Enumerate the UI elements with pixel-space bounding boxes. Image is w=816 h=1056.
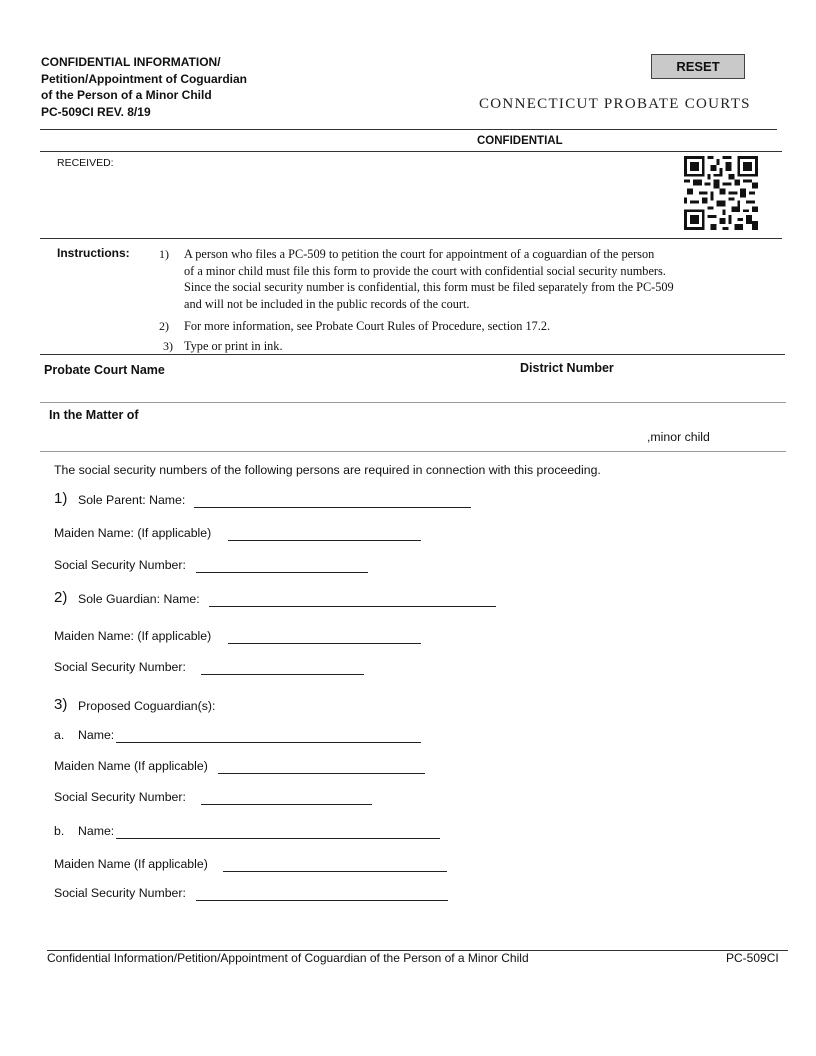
form-number: PC-509CI REV. 8/19 — [41, 104, 151, 119]
instruction-line: For more information, see Probate Court Rules of Procedure, section 17.2. — [184, 319, 551, 333]
coguardian-b-maiden-input[interactable] — [223, 871, 447, 872]
instruction-line: Since the social security number is confidential, this form must be filed separately from the PC-509 — [184, 280, 674, 294]
footer-form-number: PC-509CI — [726, 951, 779, 965]
coguardian-a-ssn-label: Social Security Number: — [54, 790, 186, 804]
coguardian-b-name-label: Name: — [78, 824, 115, 838]
coguardian-b-name-input[interactable] — [116, 838, 440, 839]
district-number-label: District Number — [520, 361, 614, 375]
sole-parent-maiden-input[interactable] — [228, 540, 421, 541]
probate-court-name-label: Probate Court Name — [44, 363, 165, 377]
instruction-number: 1) — [159, 247, 169, 261]
sole-guardian-name-input[interactable] — [209, 606, 496, 607]
divider — [40, 151, 782, 152]
in-the-matter-of-label: In the Matter of — [49, 408, 139, 422]
instruction-line: Type or print in ink. — [184, 339, 283, 353]
form-title-line: CONFIDENTIAL INFORMATION/ — [41, 55, 221, 69]
coguardian-a-maiden-label: Maiden Name (If applicable) — [54, 759, 208, 773]
sole-guardian-maiden-input[interactable] — [228, 643, 421, 644]
district-number-field[interactable] — [520, 378, 780, 398]
sole-parent-name-label: Sole Parent: Name: — [78, 493, 186, 507]
sole-guardian-maiden-label: Maiden Name: (If applicable) — [54, 629, 212, 643]
form-title — [41, 54, 247, 120]
instruction-line: A person who files a PC-509 to petition the court for appointment of a coguardian of the person — [184, 247, 655, 261]
minor-child-suffix: ,minor child — [647, 430, 710, 444]
divider — [40, 354, 785, 355]
sole-guardian-ssn-input[interactable] — [201, 674, 364, 675]
probate-court-name-field[interactable] — [44, 380, 504, 400]
sole-guardian-name-label: Sole Guardian: Name: — [78, 592, 200, 606]
coguardian-b-ssn-input[interactable] — [196, 900, 448, 901]
form-title-line: Petition/Appointment of Coguardian — [41, 71, 247, 86]
sole-parent-ssn-input[interactable] — [196, 572, 368, 573]
ssn-intro-text: The social security numbers of the following persons are required in connection with this proceeding. — [54, 463, 601, 477]
minor-child-name-field[interactable] — [150, 426, 640, 446]
footer-title: Confidential Information/Petition/Appointment of Coguardian of the Person of a Minor Child — [47, 951, 529, 965]
instruction-item — [184, 246, 774, 312]
sole-parent-name-input[interactable] — [194, 507, 471, 508]
coguardian-b-maiden-label: Maiden Name (If applicable) — [54, 857, 208, 871]
divider — [40, 129, 777, 130]
divider — [40, 451, 786, 452]
sole-parent-maiden-label: Maiden Name: (If applicable) — [54, 526, 212, 540]
coguardian-a-name-label: Name: — [78, 728, 115, 742]
sole-parent-ssn-label: Social Security Number: — [54, 558, 186, 572]
confidential-label: CONFIDENTIAL — [477, 135, 563, 147]
section-number: 3) — [54, 696, 68, 713]
coguardian-a-maiden-input[interactable] — [218, 773, 425, 774]
instruction-number: 3) — [163, 339, 173, 353]
section-number: 2) — [54, 589, 68, 606]
coguardian-b-ssn-label: Social Security Number: — [54, 886, 186, 900]
form-title-line: of the Person of a Minor Child — [41, 88, 212, 102]
divider — [40, 238, 782, 239]
sole-guardian-ssn-label: Social Security Number: — [54, 660, 186, 674]
coguardian-a-ssn-input[interactable] — [201, 804, 372, 805]
proposed-coguardians-label: Proposed Coguardian(s): — [78, 699, 216, 713]
section-number: 1) — [54, 490, 68, 507]
item-letter: a. — [54, 728, 65, 742]
received-label: RECEIVED: — [57, 157, 114, 169]
divider — [40, 402, 786, 403]
instruction-number: 2) — [159, 319, 169, 333]
reset-button[interactable]: RESET — [651, 54, 745, 79]
instruction-line: and will not be included in the public records of the court. — [184, 296, 470, 311]
coguardian-a-name-input[interactable] — [116, 742, 421, 743]
qr-code-icon — [684, 156, 758, 230]
item-letter: b. — [54, 824, 65, 838]
instruction-line: of a minor child must file this form to provide the court with confidential social security numbers. — [184, 263, 666, 278]
courts-heading: CONNECTICUT PROBATE COURTS — [479, 96, 751, 112]
instructions-label: Instructions: — [57, 246, 130, 260]
